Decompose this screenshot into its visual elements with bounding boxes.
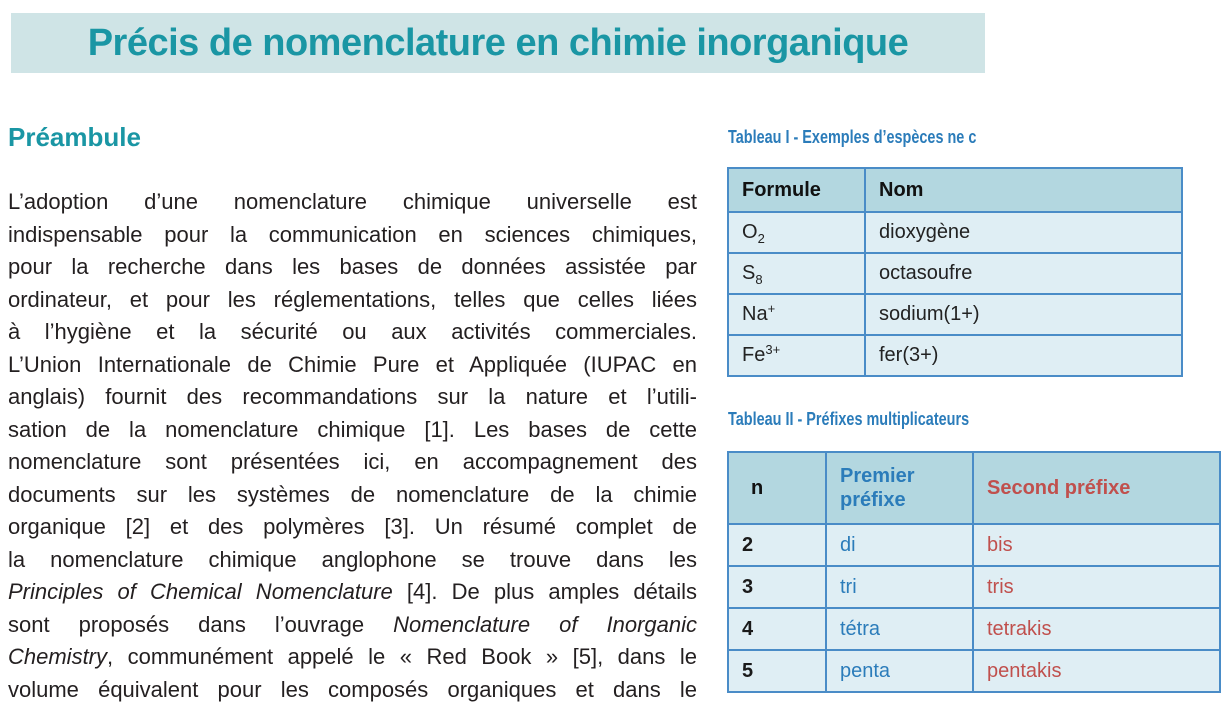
table1-body <box>728 212 1182 376</box>
body-text: L’adoption d’une nomenclature chimique universelle est <box>8 189 697 214</box>
body-text: la nomenclature chimique anglophone se trouve dans les <box>8 547 697 572</box>
name-cell: sodium(1+) <box>865 294 1182 335</box>
formula-text: 8 <box>755 272 762 287</box>
first-prefix-cell: penta <box>826 650 973 692</box>
table1-header-row <box>728 168 1182 212</box>
table2-header-premier-prefixe: Premier préfixe <box>826 452 973 524</box>
body-text-line <box>8 479 697 512</box>
body-text-line <box>8 544 697 577</box>
table-row <box>728 294 1182 335</box>
body-text-line <box>8 186 697 219</box>
name-cell: octasoufre <box>865 253 1182 294</box>
table1-header-nom: Nom <box>865 168 1182 212</box>
body-text: volume équivalent pour les composés organiques et dans le <box>8 677 697 702</box>
table-row <box>728 608 1220 650</box>
table2-caption: Tableau II - Préfixes multiplicateurs <box>728 408 969 430</box>
table-row <box>728 524 1220 566</box>
formula-text: + <box>768 301 776 316</box>
body-text: indispensable pour la communication en sciences chimiques, <box>8 222 697 247</box>
formula-cell <box>728 335 865 376</box>
name-cell: fer(3+) <box>865 335 1182 376</box>
table-prefixes <box>727 451 1221 693</box>
formula-cell <box>728 253 865 294</box>
body-text: à l’hygiène et la sécurité ou aux activités commerciales. <box>8 319 697 344</box>
table-row <box>728 212 1182 253</box>
table-row <box>728 253 1182 294</box>
body-text: ordinateur, et pour les réglementations, telles que celles liées <box>8 287 697 312</box>
body-text-line <box>8 414 697 447</box>
first-prefix-cell: di <box>826 524 973 566</box>
body-text-italic: Chemistry <box>8 644 107 669</box>
formula-text: O <box>742 221 758 243</box>
formula-cell <box>728 212 865 253</box>
body-text: documents sur les systèmes de nomenclature de la chimie <box>8 482 697 507</box>
body-text-line <box>8 219 697 252</box>
body-text: organique [2] et des polymères [3]. Un résumé complet de <box>8 514 697 539</box>
body-text-line <box>8 674 697 706</box>
formula-text: Na <box>742 303 768 325</box>
second-prefix-cell: tris <box>973 566 1220 608</box>
title-banner <box>11 13 985 73</box>
table1-caption: Tableau I - Exemples d’espèces ne c <box>728 126 976 148</box>
body-text-line <box>8 381 697 414</box>
body-text: sont proposés dans l’ouvrage <box>8 612 393 637</box>
n-cell: 2 <box>728 524 826 566</box>
body-text-line <box>8 284 697 317</box>
formula-text: Fe <box>742 344 765 366</box>
second-prefix-cell: tetrakis <box>973 608 1220 650</box>
table-row <box>728 566 1220 608</box>
table2-header-row <box>728 452 1220 524</box>
formula-text: 3+ <box>765 342 780 357</box>
page-title: Précis de nomenclature en chimie inorganique <box>88 22 909 65</box>
first-prefix-cell: tri <box>826 566 973 608</box>
table-row <box>728 650 1220 692</box>
body-text-italic: Nomenclature of Inorganic <box>393 612 697 637</box>
body-text-line <box>8 641 697 674</box>
table-row <box>728 335 1182 376</box>
table2-header-n: n <box>728 452 826 524</box>
second-prefix-cell: pentakis <box>973 650 1220 692</box>
body-text: anglais) fournit des recommandations sur la nature et l’utili- <box>8 384 697 409</box>
body-text: , communément appelé le « Red Book » [5], dans le <box>107 644 697 669</box>
body-text-line <box>8 349 697 382</box>
body-text-italic: Principles of Chemical Nomenclature <box>8 579 393 604</box>
body-text-line <box>8 576 697 609</box>
table2-body <box>728 524 1220 692</box>
n-cell: 5 <box>728 650 826 692</box>
body-text-line <box>8 609 697 642</box>
body-text: nomenclature sont présentées ici, en accompagnement des <box>8 449 697 474</box>
body-text: sation de la nomenclature chimique [1]. Les bases de cette <box>8 417 697 442</box>
preamble-paragraph <box>8 186 697 706</box>
first-prefix-cell: tétra <box>826 608 973 650</box>
n-cell: 3 <box>728 566 826 608</box>
body-text: [4]. De plus amples détails <box>393 579 697 604</box>
formula-text: S <box>742 262 755 284</box>
name-cell: dioxygène <box>865 212 1182 253</box>
body-text-line <box>8 511 697 544</box>
second-prefix-cell: bis <box>973 524 1220 566</box>
section-heading-preambule: Préambule <box>8 122 141 153</box>
body-text: pour la recherche dans les bases de données assistée par <box>8 254 697 279</box>
formula-text: 2 <box>758 231 765 246</box>
table1-header-formule: Formule <box>728 168 865 212</box>
body-text: L’Union Internationale de Chimie Pure et Appliquée (IUPAC en <box>8 352 697 377</box>
n-cell: 4 <box>728 608 826 650</box>
body-text-line <box>8 251 697 284</box>
formula-cell <box>728 294 865 335</box>
table-especes <box>727 167 1183 377</box>
table2-header-second-prefixe: Second préfixe <box>973 452 1220 524</box>
body-text-line <box>8 316 697 349</box>
body-text-line <box>8 446 697 479</box>
